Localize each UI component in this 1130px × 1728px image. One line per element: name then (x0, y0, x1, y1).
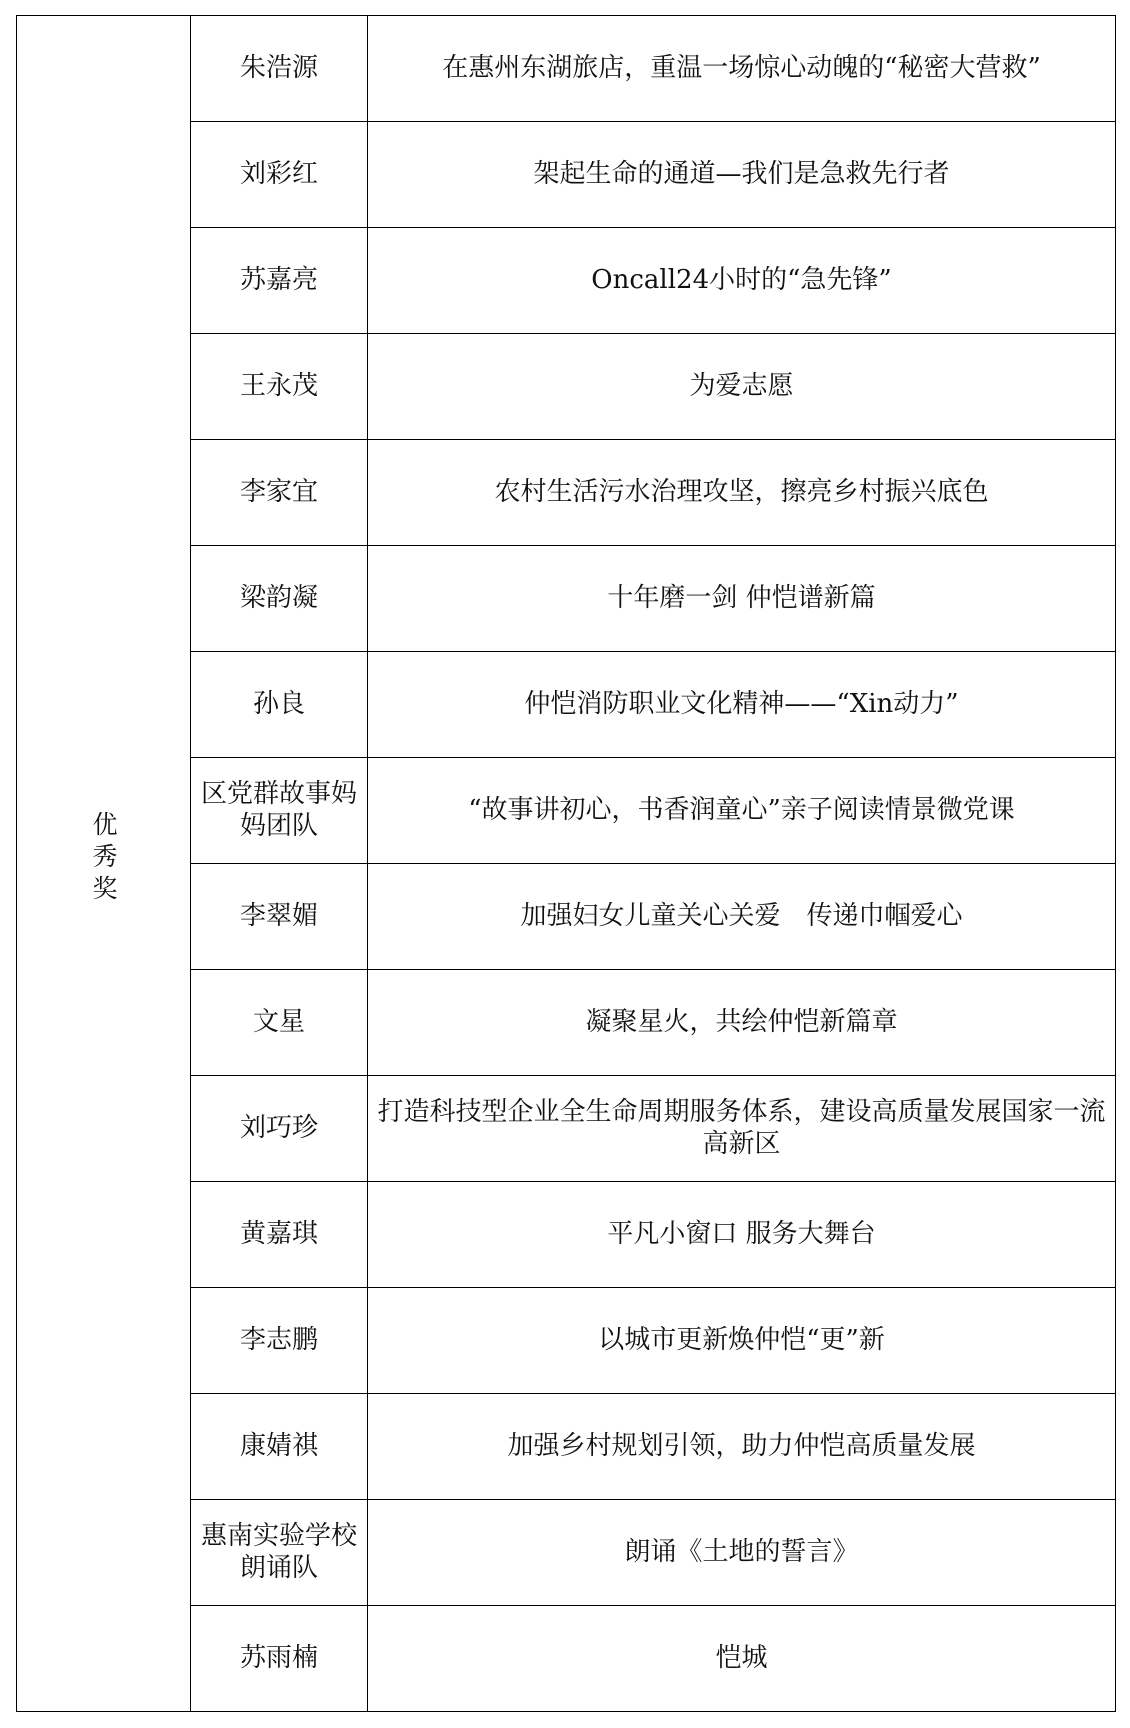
participant-name: 王永茂 (191, 334, 368, 440)
work-title: 十年磨一剑 仲恺谱新篇 (368, 546, 1116, 652)
work-title: 恺城 (368, 1606, 1116, 1712)
participant-name: 孙良 (191, 652, 368, 758)
participant-name: 黄嘉琪 (191, 1182, 368, 1288)
work-title: 仲恺消防职业文化精神——“Xin动力” (368, 652, 1116, 758)
participant-name: 朱浩源 (191, 16, 368, 122)
work-title: 为爱志愿 (368, 334, 1116, 440)
participant-name: 惠南实验学校朗诵队 (191, 1500, 368, 1606)
work-title: 以城市更新焕仲恺“更”新 (368, 1288, 1116, 1394)
participant-name: 文星 (191, 970, 368, 1076)
participant-name: 李志鹏 (191, 1288, 368, 1394)
participant-name: 区党群故事妈妈团队 (191, 758, 368, 864)
award-category-cell (17, 16, 191, 1712)
work-title: “故事讲初心，书香润童心”亲子阅读情景微党课 (368, 758, 1116, 864)
work-title: 加强妇女儿童关心关爱 传递巾帼爱心 (368, 864, 1116, 970)
award-table (16, 15, 1116, 1712)
participant-name: 康婧祺 (191, 1394, 368, 1500)
participant-name: 刘巧珍 (191, 1076, 368, 1182)
table-row (17, 16, 1116, 122)
participant-name: 李家宜 (191, 440, 368, 546)
work-title: 在惠州东湖旅店，重温一场惊心动魄的“秘密大营救” (368, 16, 1116, 122)
work-title: Oncall24小时的“急先锋” (368, 228, 1116, 334)
work-title: 凝聚星火，共绘仲恺新篇章 (368, 970, 1116, 1076)
work-title: 架起生命的通道—我们是急救先行者 (368, 122, 1116, 228)
participant-name: 李翠媚 (191, 864, 368, 970)
participant-name: 苏雨楠 (191, 1606, 368, 1712)
work-title: 朗诵《土地的誓言》 (368, 1500, 1116, 1606)
work-title: 平凡小窗口 服务大舞台 (368, 1182, 1116, 1288)
work-title: 加强乡村规划引领，助力仲恺高质量发展 (368, 1394, 1116, 1500)
work-title: 农村生活污水治理攻坚，擦亮乡村振兴底色 (368, 440, 1116, 546)
participant-name: 苏嘉亮 (191, 228, 368, 334)
work-title: 打造科技型企业全生命周期服务体系，建设高质量发展国家一流高新区 (368, 1076, 1116, 1182)
participant-name: 刘彩红 (191, 122, 368, 228)
award-category: 优秀奖 (89, 811, 118, 908)
participant-name: 梁韵凝 (191, 546, 368, 652)
